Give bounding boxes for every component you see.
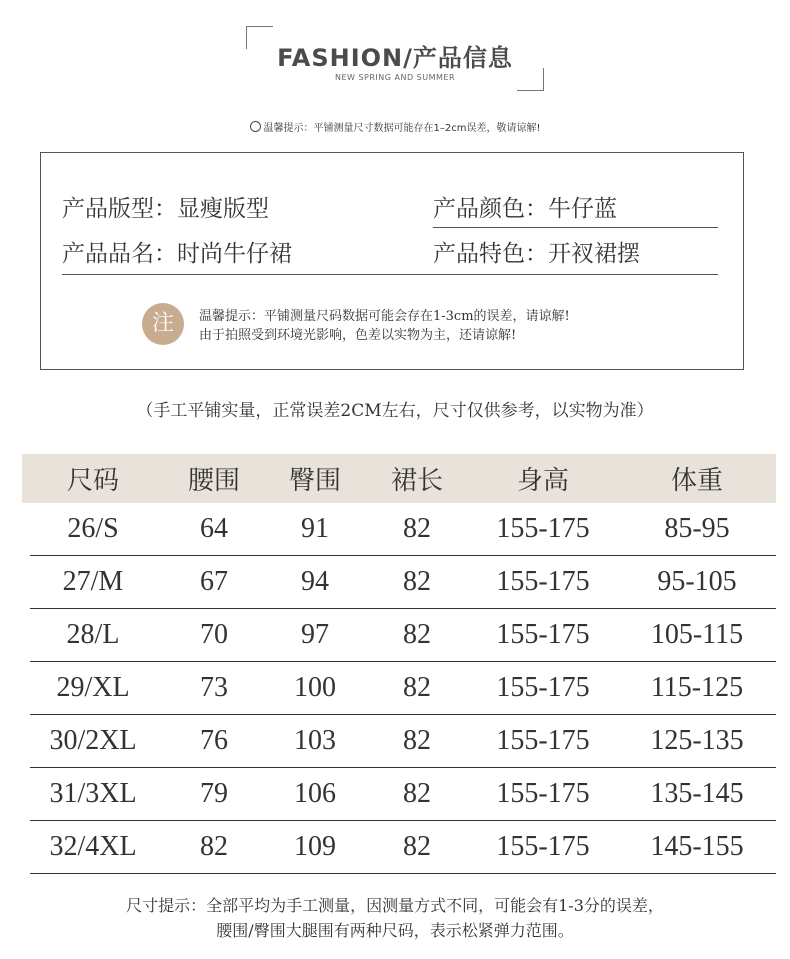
- cell-length: 82: [366, 715, 468, 768]
- cell-length: 82: [366, 662, 468, 715]
- header-height: 身高: [468, 454, 618, 503]
- header-size: 尺码: [22, 454, 164, 503]
- cell-weight: 95-105: [618, 556, 776, 609]
- cell-size: 31/3XL: [22, 768, 164, 821]
- cell-size: 30/2XL: [22, 715, 164, 768]
- note-line-1: 温馨提示：平铺测量尺码数据可能会存在1-3cm的误差，请谅解!: [199, 309, 570, 324]
- cell-length: 82: [366, 503, 468, 556]
- smile-icon: [250, 121, 261, 132]
- cell-waist: 76: [164, 715, 264, 768]
- cell-size: 26/S: [22, 503, 164, 556]
- product-name: 产品品名：时尚牛仔裙: [62, 241, 292, 267]
- product-fit: 产品版型：显瘦版型: [62, 196, 269, 222]
- cell-size: 32/4XL: [22, 821, 164, 874]
- cell-weight: 105-115: [618, 609, 776, 662]
- cell-height: 155-175: [468, 503, 618, 556]
- note-badge: 注: [142, 303, 184, 345]
- cell-weight: 115-125: [618, 662, 776, 715]
- cell-waist: 79: [164, 768, 264, 821]
- cell-waist: 82: [164, 821, 264, 874]
- cell-waist: 64: [164, 503, 264, 556]
- cell-weight: 125-135: [618, 715, 776, 768]
- cell-hip: 106: [264, 768, 366, 821]
- cell-length: 82: [366, 609, 468, 662]
- header-hip: 臀围: [264, 454, 366, 503]
- cell-weight: 135-145: [618, 768, 776, 821]
- table-row: [22, 556, 776, 609]
- footer-note-line-2: 腰围/臀围大腿围有两种尺码，表示松紧弹力范围。: [216, 921, 574, 940]
- note-line-2: 由于拍照受到环境光影响，色差以实物为主，还请谅解!: [199, 328, 517, 343]
- table-row: [22, 821, 776, 874]
- table-row: [22, 662, 776, 715]
- table-row: [22, 503, 776, 556]
- header-waist: 腰围: [164, 454, 264, 503]
- cell-length: 82: [366, 556, 468, 609]
- table-header-row: [22, 454, 776, 503]
- product-feature: 产品特色：开衩裙摆: [433, 241, 640, 267]
- divider-line: [62, 274, 718, 275]
- cell-hip: 97: [264, 609, 366, 662]
- cell-height: 155-175: [468, 609, 618, 662]
- cell-weight: 145-155: [618, 821, 776, 874]
- cell-waist: 70: [164, 609, 264, 662]
- header-tip: [0, 119, 790, 134]
- cell-hip: 94: [264, 556, 366, 609]
- page-subtitle: NEW SPRING AND SUMMER: [334, 73, 456, 82]
- divider-line: [433, 227, 718, 228]
- cell-waist: 73: [164, 662, 264, 715]
- cell-height: 155-175: [468, 768, 618, 821]
- cell-size: 27/M: [22, 556, 164, 609]
- table-row: [22, 768, 776, 821]
- cell-height: 155-175: [468, 662, 618, 715]
- cell-height: 155-175: [468, 556, 618, 609]
- cell-weight: 85-95: [618, 503, 776, 556]
- header-weight: 体重: [618, 454, 776, 503]
- cell-height: 155-175: [468, 715, 618, 768]
- table-row: [22, 715, 776, 768]
- footer-note-line-1: 尺寸提示：全部平均为手工测量，因测量方式不同，可能会有1-3分的误差，: [126, 896, 664, 915]
- cell-hip: 103: [264, 715, 366, 768]
- cell-size: 29/XL: [22, 662, 164, 715]
- cell-hip: 100: [264, 662, 366, 715]
- table-row: [22, 609, 776, 662]
- cell-waist: 67: [164, 556, 264, 609]
- header-length: 裙长: [366, 454, 468, 503]
- cell-size: 28/L: [22, 609, 164, 662]
- cell-length: 82: [366, 821, 468, 874]
- page-title: FASHION/产品信息: [277, 44, 513, 72]
- measurement-note: （手工平铺实量，正常误差2CM左右，尺寸仅供参考，以实物为准）: [136, 401, 654, 421]
- cell-height: 155-175: [468, 821, 618, 874]
- cell-length: 82: [366, 768, 468, 821]
- size-table: [22, 454, 776, 874]
- header-tip-text: 温馨提示：平铺测量尺寸数据可能存在1–2cm误差，敬请谅解!: [263, 123, 541, 134]
- product-color: 产品颜色：牛仔蓝: [433, 196, 617, 222]
- cell-hip: 109: [264, 821, 366, 874]
- cell-hip: 91: [264, 503, 366, 556]
